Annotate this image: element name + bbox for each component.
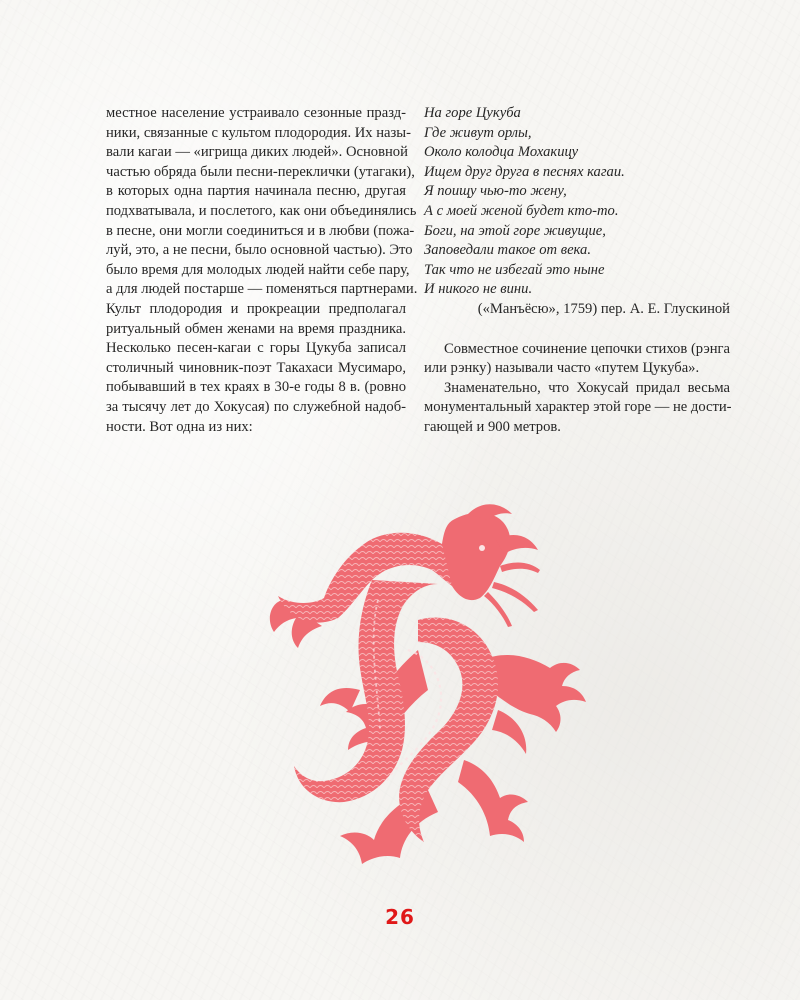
poem-line: И никого не вини. bbox=[424, 281, 533, 298]
body-line: монументальный характер этой горе — не дости- bbox=[424, 399, 732, 416]
body-line: Совместное сочинение цепочки стихов (рэнга bbox=[444, 340, 730, 357]
left-column bbox=[106, 104, 418, 437]
poem-line: Ищем друг друга в песнях кагаи. bbox=[424, 163, 625, 180]
body-line: луй, это, а не песни, было основной частью). Это bbox=[106, 242, 413, 259]
right-column bbox=[424, 104, 730, 438]
page-number: 26 bbox=[385, 905, 415, 929]
body-line: подхватывала, и послетого, как они объединялись bbox=[106, 202, 417, 219]
poem-line: Так что не избегай это ныне bbox=[424, 261, 605, 278]
body-line: Несколько песен-кагаи с горы Цукуба записал bbox=[106, 340, 406, 357]
body-line: побывавший в тех краях в 30-е годы 8 в. (ровно bbox=[106, 379, 406, 396]
poem-credit: («Манъёсю», 1759) пер. А. Е. Глускиной bbox=[477, 300, 730, 317]
body-line: частью обряда были песни-переклички (утагаки), bbox=[106, 163, 415, 180]
poem bbox=[424, 104, 730, 300]
poem-line: Где живут орлы, bbox=[424, 124, 532, 141]
poem-line: Я поищу чью-то жену, bbox=[424, 183, 567, 200]
poem-line: Около колодца Мохакицу bbox=[424, 144, 579, 161]
body-line: ники, связанные с культом плодородия. Их назы- bbox=[106, 124, 411, 141]
body-line: за тысячу лет до Хокусая) по служебной надоб- bbox=[106, 398, 406, 415]
paragraph-renga bbox=[424, 340, 730, 379]
body-line: Знаменательно, что Хокусай придал весьма bbox=[444, 379, 730, 396]
poem-line: Боги, на этой горе живущие, bbox=[424, 222, 606, 239]
body-line: или рэнку) называли часто «путем Цукуба». bbox=[424, 360, 700, 377]
poem-line: Заповедали такое от века. bbox=[424, 242, 591, 259]
dragon-icon bbox=[268, 500, 588, 870]
body-line: в песне, они могли соединиться и в любви (пожа- bbox=[106, 222, 415, 239]
poem-line: На горе Цукуба bbox=[424, 105, 521, 121]
body-line: Культ плодородия и прокреации предполагал bbox=[106, 300, 406, 317]
body-line: ритуальный обмен женами на время праздника. bbox=[106, 320, 406, 337]
body-line: было время для молодых людей найти себе пару, bbox=[106, 261, 410, 278]
paragraph-hokusai bbox=[424, 379, 730, 438]
body-line: ности. Вот одна из них: bbox=[106, 418, 253, 435]
body-line: в которых одна партия начинала песню, другая bbox=[106, 183, 406, 200]
poem-line: А с моей женой будет кто-то. bbox=[424, 202, 619, 219]
body-line: столичный чиновник-поэт Такахаси Мусимаро, bbox=[106, 359, 406, 376]
body-line: а для людей постарше — поменяться партнерами. bbox=[106, 281, 418, 298]
body-line: вали кагаи — «игрища диких людей». Основной bbox=[106, 144, 408, 161]
body-line: местное население устраивало сезонные празд- bbox=[106, 105, 406, 121]
body-line: гающей и 900 метров. bbox=[424, 418, 561, 435]
